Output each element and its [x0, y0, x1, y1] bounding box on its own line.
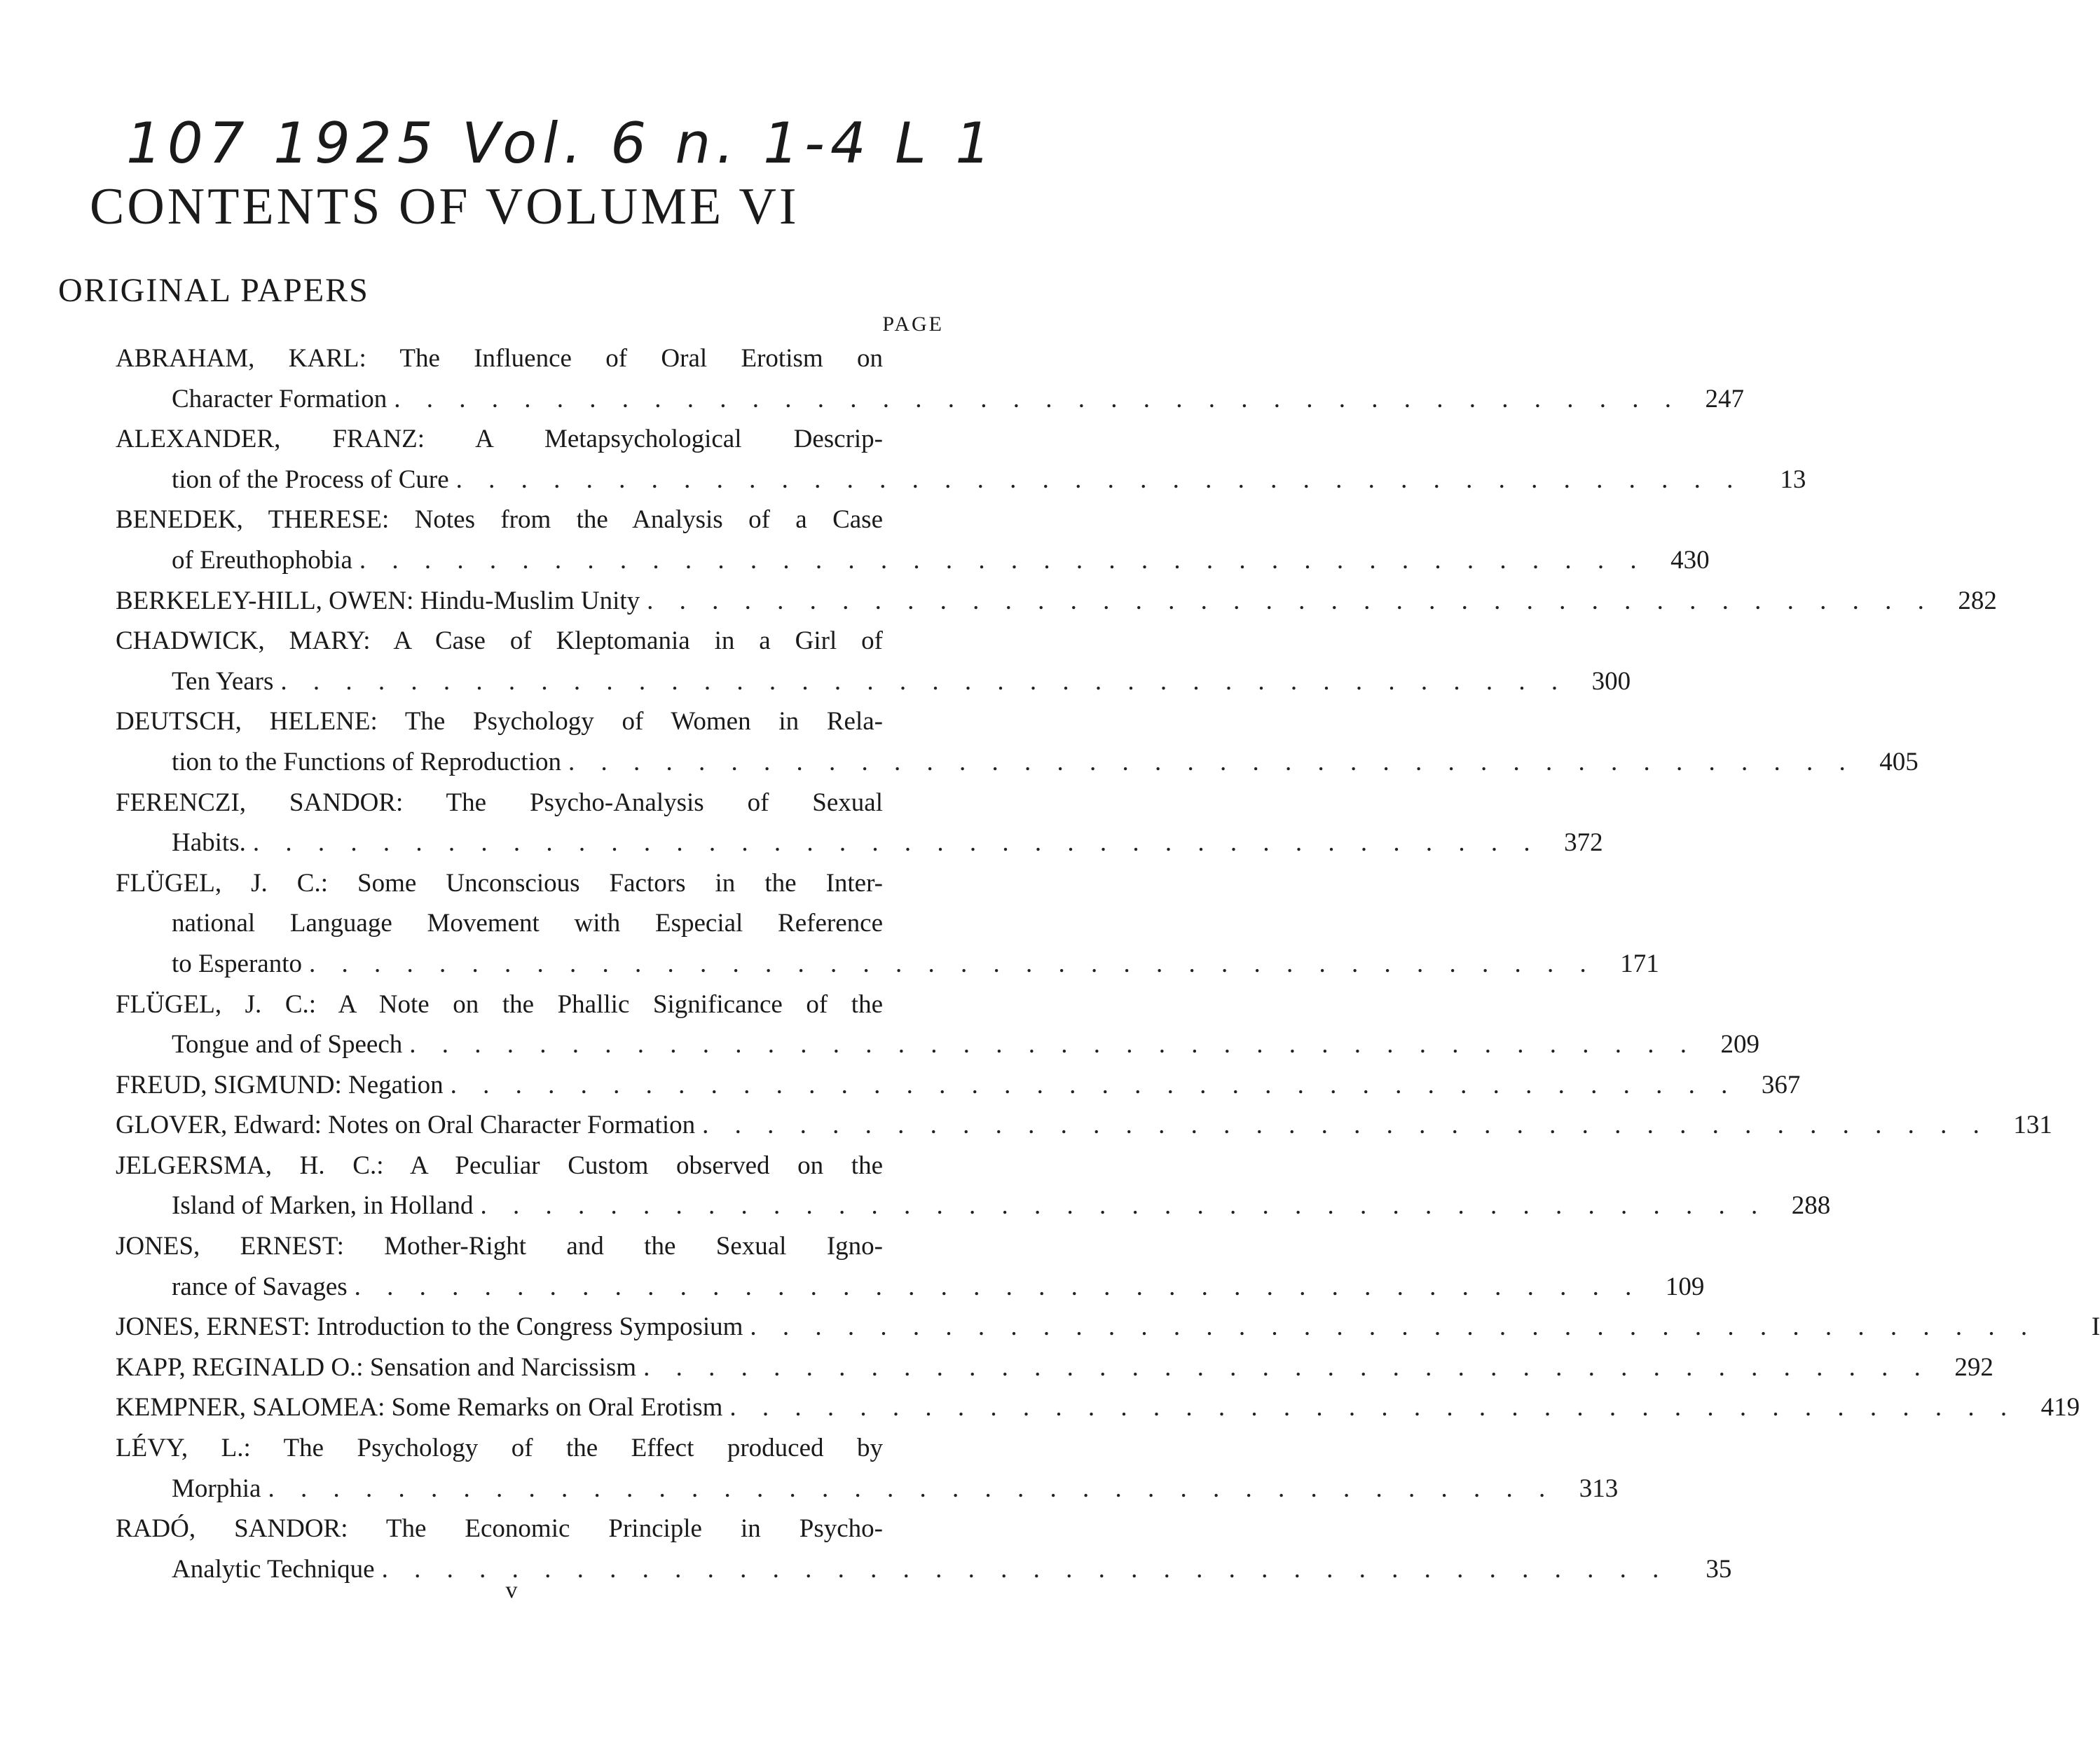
- toc-entry-text-continued: national Language Movement with Especial Reference: [172, 909, 883, 938]
- toc-entry-text-continued: Analytic Technique: [172, 1554, 375, 1584]
- dot-leader: . . . . . . . . . . . . . . . . . . . . . . . . . . . . . . . . . . . . . . . .: [750, 1312, 2038, 1342]
- toc-entry-text: FREUD, SIGMUND: Negation: [116, 1070, 444, 1099]
- toc-page-number: 171: [1620, 949, 1659, 978]
- dot-leader: . . . . . . . . . . . . . . . . . . . . . . . . . . . . . . . . . . . . . . . .: [308, 949, 1596, 978]
- toc-page-number: 247: [1705, 384, 1744, 413]
- toc-entry-text-continued: tion to the Functions of Reproduction: [172, 747, 561, 776]
- toc-entry: [0, 1307, 2100, 1347]
- toc-page-number: 131: [2013, 1111, 2052, 1140]
- toc-entry: [0, 1387, 2080, 1428]
- toc-page-number: I: [2091, 1312, 2100, 1342]
- toc-page-number: 430: [1670, 545, 1710, 575]
- dot-leader: . . . . . . . . . . . . . . . . . . . . . . . . . . . . . . . . . . . . . . . .: [268, 1474, 1556, 1503]
- dot-leader: . . . . . . . . . . . . . . . . . . . . . . . . . . . . . . . . . . . . . . . .: [568, 747, 1855, 776]
- toc-entry: [0, 1065, 1801, 1106]
- toc-entry-text: GLOVER, Edward: Notes on Oral Character Formation: [116, 1111, 696, 1140]
- toc-entry-text: JONES, ERNEST: Introduction to the Congress Symposium: [116, 1312, 743, 1342]
- toc-entry-text-continued: rance of Savages: [172, 1272, 348, 1301]
- toc-entry-text-continued: Ten Years: [172, 666, 274, 696]
- page-folio: v: [505, 1577, 518, 1603]
- toc-entry: [0, 1347, 1993, 1388]
- toc-page-number: 35: [1706, 1554, 1732, 1584]
- dot-leader: . . . . . . . . . . . . . . . . . . . . . . . . . . . . . . . . . . . . . . . .: [450, 1070, 1738, 1099]
- dot-leader: . . . . . . . . . . . . . . . . . . . . . . . . . . . . . . . . . . . . . . . .: [280, 666, 1568, 696]
- toc-page-number: 367: [1761, 1070, 1801, 1099]
- toc-page-number: 13: [1780, 465, 1806, 494]
- toc-entry-text: FLÜGEL, J. C.: A Note on the Phallic Significance of the: [116, 989, 883, 1019]
- toc-entry-text: JONES, ERNEST: Mother-Right and the Sexual Igno-: [116, 1232, 883, 1261]
- dot-leader: . . . . . . . . . . . . . . . . . . . . . . . . . . . . . . . . . . . . . . . .: [455, 465, 1743, 494]
- dot-leader: . . . . . . . . . . . . . . . . . . . . . . . . . . . . . . . . . . . . . . . .: [354, 1272, 1642, 1301]
- toc-entry-text: FERENCZI, SANDOR: The Psycho-Analysis of Sexual: [116, 788, 883, 817]
- toc-entry-text: ALEXANDER, FRANZ: A Metapsychological Descrip-: [116, 425, 883, 454]
- toc-entry-text-continued: tion of the Process of Cure: [172, 465, 449, 494]
- toc-entry-text: CHADWICK, MARY: A Case of Kleptomania in a Girl of: [116, 626, 883, 656]
- dot-leader: . . . . . . . . . . . . . . . . . . . . . . . . . . . . . . . . . . . . . . . .: [252, 828, 1540, 858]
- toc-entry: [0, 985, 1760, 1065]
- toc-page-number: 372: [1564, 828, 1603, 858]
- toc-entry-text: ABRAHAM, KARL: The Influence of Oral Erotism on: [116, 344, 883, 373]
- dot-leader: . . . . . . . . . . . . . . . . . . . . . . . . . . . . . . . . . . . . . . . .: [480, 1191, 1768, 1221]
- toc-entry-text: BERKELEY-HILL, OWEN: Hindu-Muslim Unity: [116, 586, 640, 615]
- toc-entry: [0, 863, 1659, 985]
- toc-entry-text: LÉVY, L.: The Psychology of the Effect produced by: [116, 1434, 883, 1463]
- toc-entry: [0, 1105, 2052, 1146]
- toc-entry-text: BENEDEK, THERESE: Notes from the Analysis of a Case: [116, 505, 883, 535]
- page-title: CONTENTS OF VOLUME VI: [90, 178, 799, 235]
- toc-entry-text-continued: Morphia: [172, 1474, 261, 1503]
- toc-page-number: 282: [1958, 586, 1997, 615]
- toc-entry: [0, 1146, 1831, 1226]
- page-column-label: PAGE: [882, 313, 944, 336]
- toc-page-number: 300: [1591, 666, 1631, 696]
- toc-entry-text-continued: of Ereuthophobia: [172, 545, 352, 575]
- toc-entry-text-continued: Island of Marken, in Holland: [172, 1191, 474, 1221]
- toc-page-number: 288: [1791, 1191, 1831, 1221]
- toc-entry: [0, 419, 1806, 500]
- toc-entry: [0, 1509, 1732, 1589]
- toc-entry: [0, 783, 1603, 863]
- toc-page-number: 419: [2040, 1393, 2080, 1422]
- toc-entry: [0, 338, 1744, 419]
- dot-leader: . . . . . . . . . . . . . . . . . . . . . . . . . . . . . . . . . . . . . . . .: [729, 1393, 2017, 1422]
- toc-entry-text-continued: to Esperanto: [172, 949, 302, 978]
- toc-page-number: 405: [1879, 747, 1919, 776]
- dot-leader: . . . . . . . . . . . . . . . . . . . . . . . . . . . . . . . . . . . . . . . .: [643, 1352, 1930, 1382]
- toc-entry: [0, 621, 1631, 701]
- dot-leader: . . . . . . . . . . . . . . . . . . . . . . . . . . . . . . . . . . . . . . . .: [359, 545, 1647, 575]
- toc-entry-text-continued: Character Formation: [172, 384, 387, 413]
- toc-entry-text-continued: Habits.: [172, 828, 246, 858]
- toc-entry: [0, 500, 1710, 580]
- toc-entry-text: JELGERSMA, H. C.: A Peculiar Custom observed on the: [116, 1151, 883, 1180]
- toc-page-number: 109: [1665, 1272, 1705, 1301]
- toc-entry: [0, 1428, 1619, 1509]
- toc-entry: [0, 1226, 1705, 1307]
- section-heading: ORIGINAL PAPERS: [58, 272, 369, 309]
- dot-leader: . . . . . . . . . . . . . . . . . . . . . . . . . . . . . . . . . . . . . . . .: [409, 1030, 1697, 1059]
- toc-page-number: 209: [1720, 1030, 1760, 1059]
- handwritten-catalog-note: 107 1925 Vol. 6 n. 1-4 L 1: [126, 111, 997, 176]
- toc-entry-text: KEMPNER, SALOMEA: Some Remarks on Oral Erotism: [116, 1393, 723, 1422]
- dot-leader: . . . . . . . . . . . . . . . . . . . . . . . . . . . . . . . . . . . . . . . .: [647, 586, 1934, 615]
- toc-entry-text-continued: Tongue and of Speech: [172, 1030, 403, 1059]
- toc-entry-text: FLÜGEL, J. C.: Some Unconscious Factors in the Inter-: [116, 868, 883, 898]
- toc-entry-text: DEUTSCH, HELENE: The Psychology of Women in Rela-: [116, 707, 883, 736]
- toc-entry: [0, 701, 1919, 782]
- toc-entry-text: KAPP, REGINALD O.: Sensation and Narcissism: [116, 1352, 637, 1382]
- dot-leader: . . . . . . . . . . . . . . . . . . . . . . . . . . . . . . . . . . . . . . . .: [381, 1554, 1669, 1584]
- dot-leader: . . . . . . . . . . . . . . . . . . . . . . . . . . . . . . . . . . . . . . . .: [394, 384, 1681, 413]
- toc-page-number: 292: [1954, 1352, 1993, 1382]
- toc-page-number: 313: [1579, 1474, 1619, 1503]
- toc-entry: [0, 581, 1997, 622]
- toc-entry-text: RADÓ, SANDOR: The Economic Principle in Psycho-: [116, 1514, 883, 1544]
- dot-leader: . . . . . . . . . . . . . . . . . . . . . . . . . . . . . . . . . . . . . . . .: [702, 1111, 1989, 1140]
- table-of-contents: [0, 338, 2100, 1589]
